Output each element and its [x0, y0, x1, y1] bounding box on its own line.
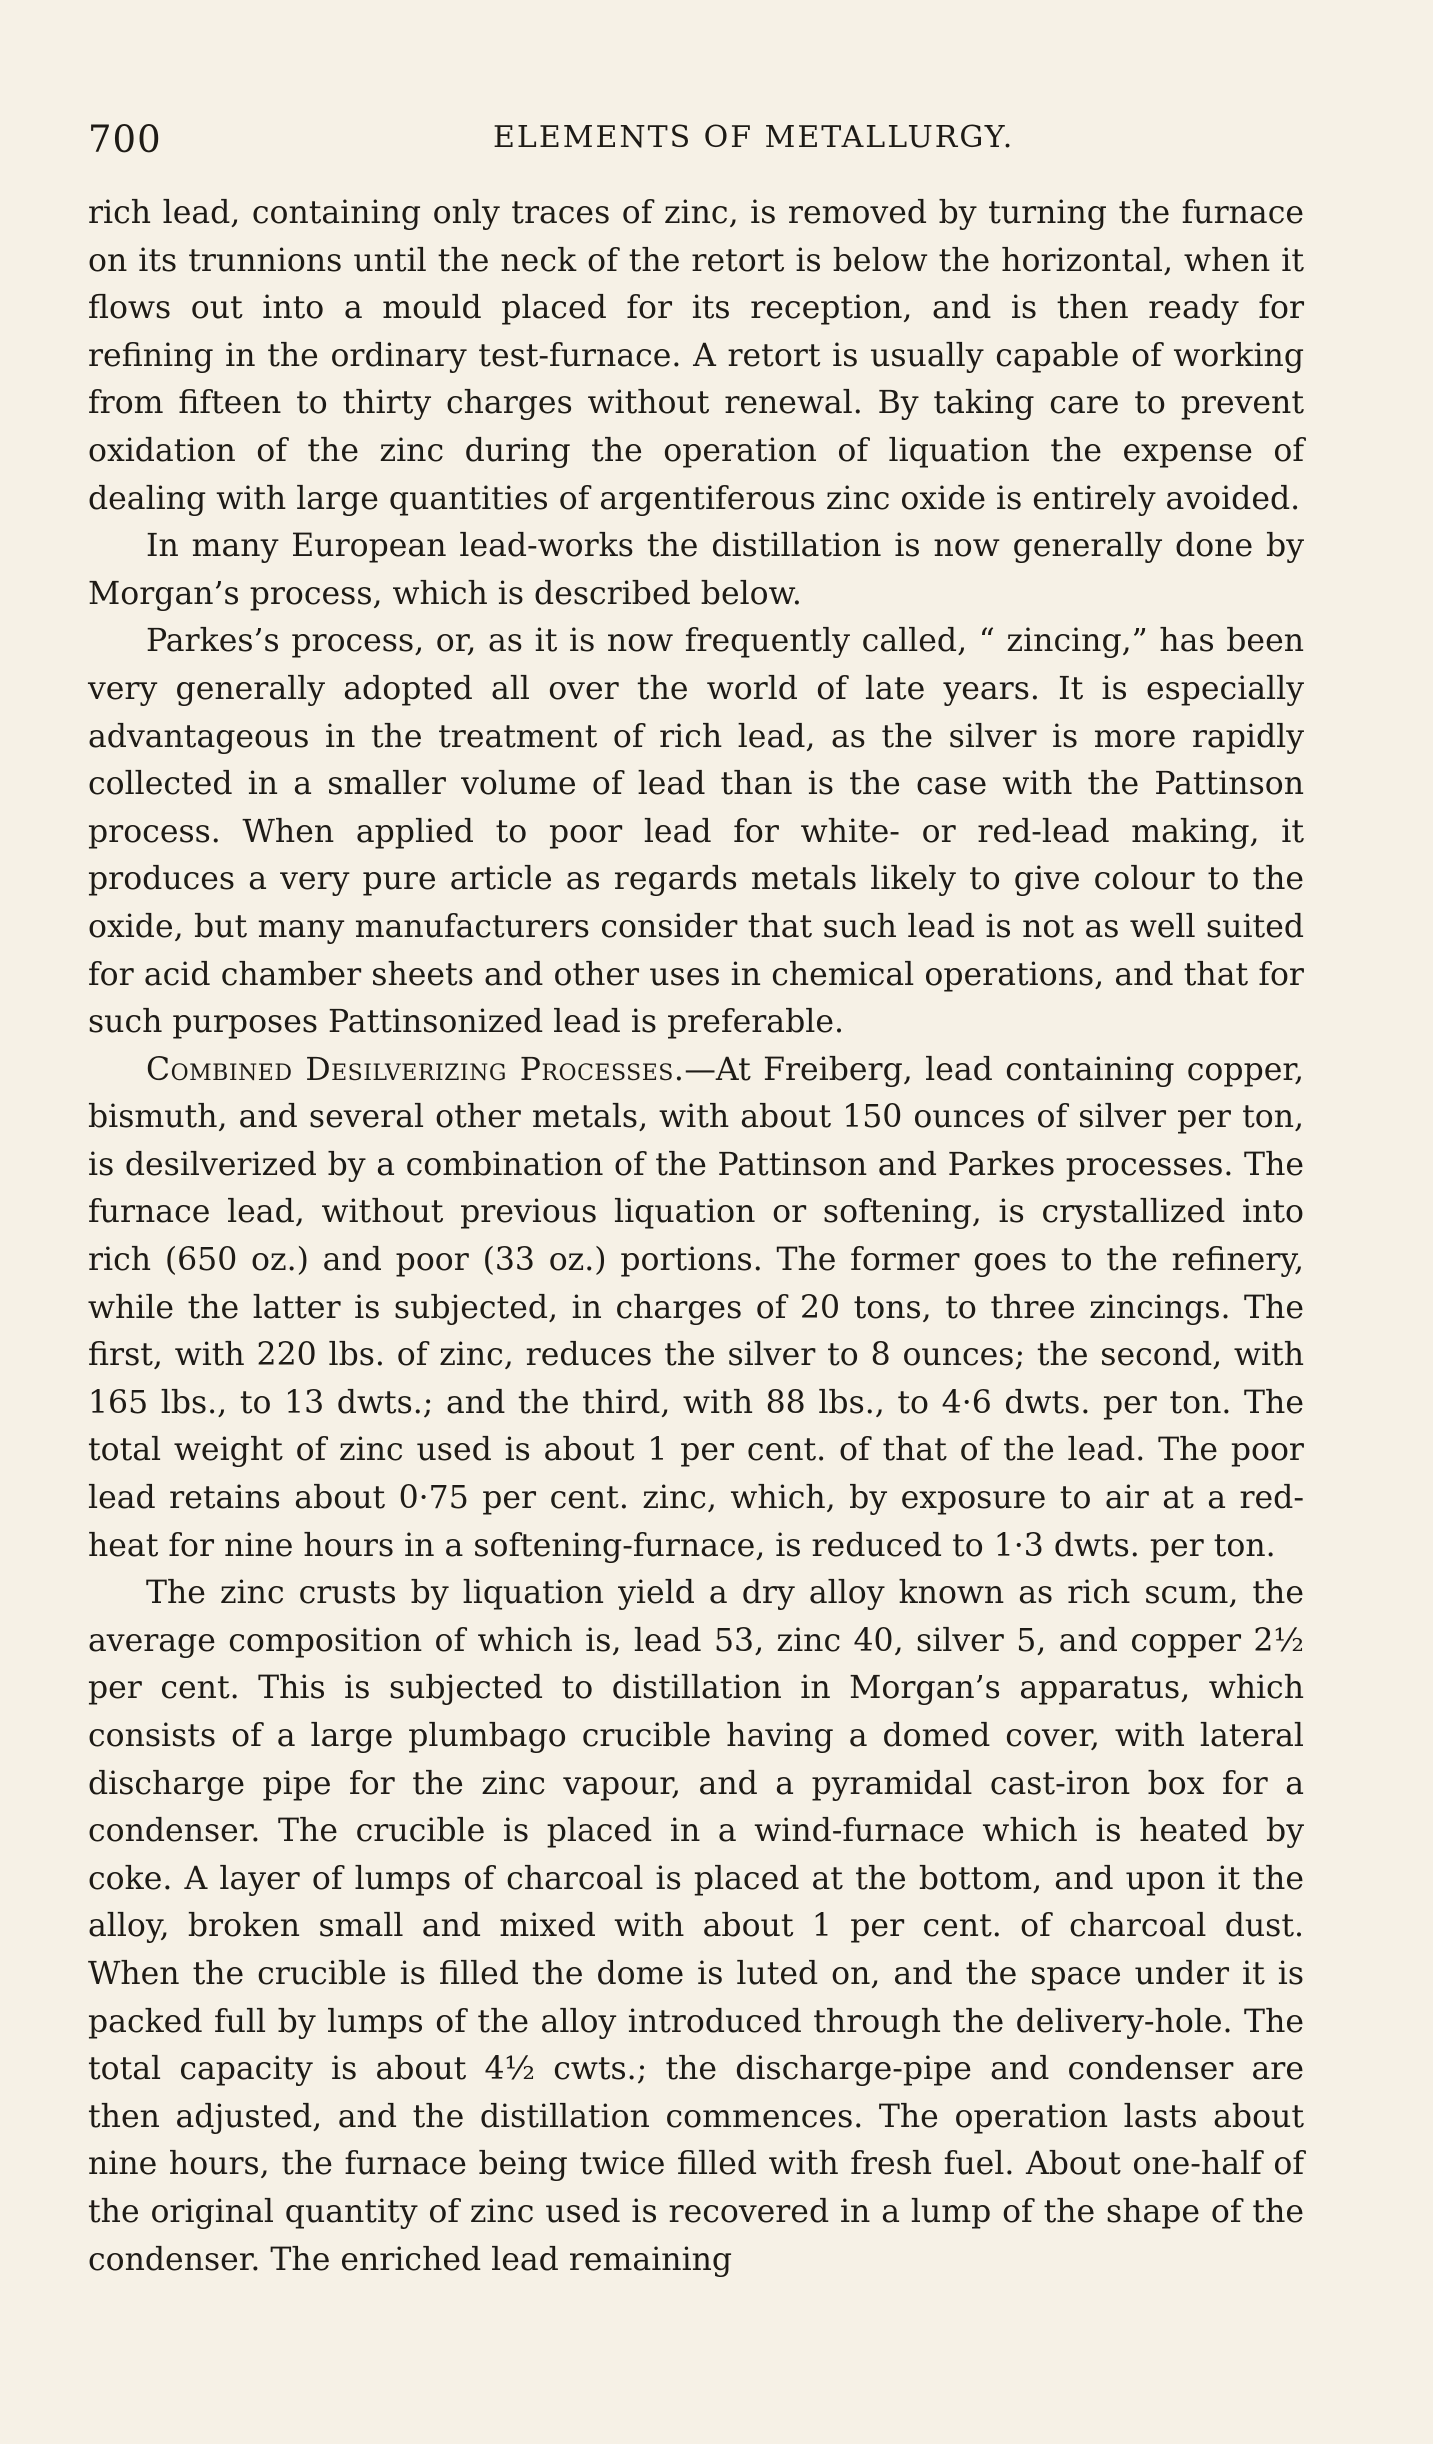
paragraph-parkes-process: Parkes’s process, or, as it is now frequently called, “ zincing,” has been very generally adopted all over the world of late years. It is especially advantageous in the treatment of rich lead, as the silver is more rapidly collected in a smaller volume of lead than is the case with the Pattinson process. When applied to poor lead for white- or red-lead making, it produces a very pure article as regards metals likely to give colour to the oxide, but many manufacturers consider that such lead is not as well suited for acid chamber sheets and other uses in chemical operations, and that for such purposes Pattinsonized lead is preferable. [88, 623, 1304, 1041]
page-number: 700 [88, 118, 162, 161]
paragraph-continued: rich lead, containing only traces of zinc, is removed by turning the furnace on its trunnions until the neck of the retort is below the horizontal, when it flows out into a mould placed for its reception, and is then ready for refining in the ordinary test-furnace. A retort is usually capable of working from fifteen to thirty charges without renewal. By taking care to prevent oxidation of the zinc during the operation of liquation the expense of dealing with large quantities of argentiferous zinc oxide is entirely avoided. [88, 195, 1304, 517]
running-title: ELEMENTS OF METALLURGY. [493, 120, 1015, 155]
page-header [88, 118, 1308, 168]
paragraph-morgan-process: In many European lead-works the distillation is now generally done by Morgan’s process, which is described below. [88, 528, 1304, 612]
body-text [88, 190, 1304, 2284]
paragraph-combined-processes [88, 1047, 1304, 1571]
paragraph-zinc-crusts: The zinc crusts by liquation yield a dry alloy known as rich scum, the average composition of which is, lead 53, zinc 40, silver 5, and copper 2½ per cent. This is subjected to distillation in Morgan’s apparatus, which consists of a large plumbago crucible having a domed cover, with lateral discharge pipe for the zinc vapour, and a pyramidal cast-iron box for a condenser. The crucible is placed in a wind-furnace which is heated by coke. A layer of lumps of charcoal is placed at the bottom, and upon it the alloy, broken small and mixed with about 1 per cent. of charcoal dust. When the crucible is filled the dome is luted on, and the space under it is packed full by lumps of the alloy introduced through the delivery-hole. The total capacity is about 4½ cwts.; the discharge-pipe and condenser are then adjusted, and the distillation commences. The operation lasts about nine hours, the furnace being twice filled with fresh fuel. About one-half of the original quantity of zinc used is recovered in a lump of the shape of the condenser. The enriched lead remaining [88, 1575, 1304, 2278]
section-heading: Combined Desilverizing Processes. [146, 1051, 685, 1088]
paragraph-combined-text: —At Freiberg, lead containing copper, bismuth, and several other metals, with about 150 ounces of silver per ton, is desilverized by a combination of the Pattinson and Parkes processes. The furnace lead, without previous liquation or softening, is crystallized into rich (650 oz.) and poor (33 oz.) portions. The former goes to the refinery, while the latter is subjected, in charges of 20 tons, to three zincings. The first, with 220 lbs. of zinc, reduces the silver to 8 ounces; the second, with 165 lbs., to 13 dwts.; and the third, with 88 lbs., to 4·6 dwts. per ton. The total weight of zinc used is about 1 per cent. of that of the lead. The poor lead retains about 0·75 per cent. zinc, which, by exposure to air at a red-heat for nine hours in a softening-furnace, is reduced to 1·3 dwts. per ton. [88, 1051, 1304, 1564]
